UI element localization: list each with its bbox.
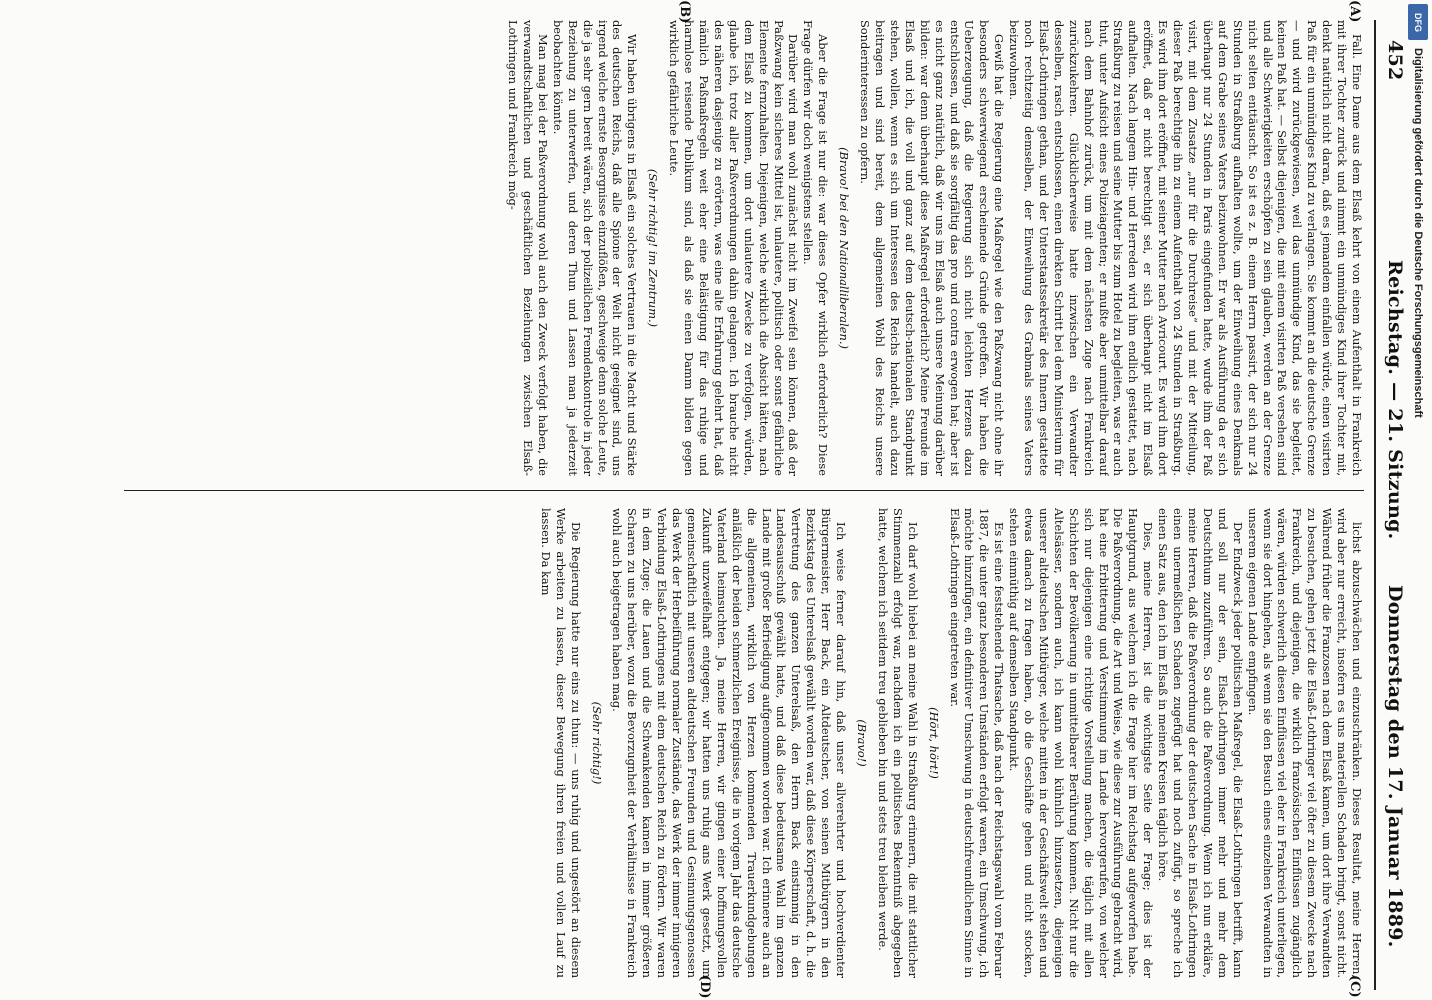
margin-mark-b: (B) [677,0,692,24]
header-rule [1374,20,1376,990]
page-number: 452 [1384,40,1406,81]
interjection: (Bravo! bei den Nationalliberalen.) [837,147,852,349]
paragraph: Der Endzweck jeder politischen Maßregel, die Elsaß-Lothringen betrifft, kann und soll nur der sein, Elsaß-Lothringen immer mehr und mehr dem Deutschthum zuzuführen. So auch die Paßverordnung. Wenn ich nun erkläre, meine Herren, daß die Paßverordnung der deutschen Sache in Elsaß-Lothringen einen unermeßlichen Schaden zugefügt hat und noch zufügt, so spreche ich einen Satz aus, den ich im Elsaß in meinen Kreisen täglich höre. [1156,508,1245,978]
paragraph: Man mag bei der Paßverordnung wohl auch den Zweck verfolgt haben, die verwandtschaftlichen und geschäftlichen Beziehungen zwischen Elsaß-Lothringen und Frankreich mög- [506,20,550,476]
right-text-column [94,508,1364,978]
paragraph: Gewiß hat die Regierung eine Maßregel wie den Paßzwang nicht ohne ihr besonders schwerwiegend erscheinende Gründe getroffen. Wir haben die Ueberzeugung, daß die Regierung sich nicht leichten Herzens dazu entschlossen, und daß sie sorgfältig das pro und contra erwogen hat; aber ist es nicht ganz natürlich, daß wir uns im Elsaß auch unsere Meinung darüber bilden: war denn überhaupt diese Maßregel erforderlich? Meine Freunde im Elsaß und ich, die voll und ganz auf dem deutsch-nationalen Standpunkt stehen, wollen, wenn es sich um Interessen des Reichs handelt, auch dazu beitragen und sind bereit, dem allgemeinen Wohl des Reichs unsere Sonderinteressen zu opfern. [858,20,1007,476]
paragraph: Ich darf wohl hiebei an meine Wahl in Straßburg erinnern, die mit stattlicher Stimmenzahl erfolgt war, nachdem ich ein politisches Bekenntniß abgegeben hatte, welchem ich seitdem treu geblieben bin und stets treu bleiben werde. [875,508,920,978]
session-title: Reichstag. — 21. Sitzung. [1384,260,1406,540]
margin-mark-c: (C) [1347,975,1362,998]
interjection: (Hört, hört!) [926,707,941,779]
interjection: (Sehr richtig! im Zentrum.) [646,168,661,328]
paragraph: Dies, meine Herren, ist die wichtigste Seite der Frage; dies ist der Hauptgrund, aus welchem ich die Frage hier im Reichstag aufgeworfen habe. Die Paßverordnung, die Art und Weise, wie diese zur Ausführung gebracht wird, hat eine Erbitterung und Verstimmung im Lande hervorgerufen, von welcher sich nur diejenigen eine richtige Vorstellung machen, die täglich mit allen Schichten der Bevölkerung in unmittelbarer Berührung kommen. Nicht nur die Altelsässer, sondern auch, ich kann wohl kühnlich hinzusetzen, diejenigen unserer altdeutschen Mitbürger, welche mitten in der Geschäftswelt stehen und etwas danach zu fragen haben, ob die Geschäfte gehen und nicht stocken, stehen einmüthig auf demselben Standpunkt. [1007,508,1156,978]
interjection: (Sehr richtig!) [589,701,604,785]
left-text-column [94,20,1364,476]
session-date: Donnerstag den 17. Januar 1889. [1384,585,1406,948]
margin-mark-a: (A) [1347,0,1362,23]
funding-note-text: Digitalisierung gefördert durch die Deutsche Forschungsgemeinschaft [1412,48,1424,418]
paragraph: Fall. Eine Dame aus dem Elsaß kehrt von einem Aufenthalt in Frankreich mit ihrer Tochter zurück und nimmt ein unmündiges Kind ihrer Tochter mit, denkt natürlich nicht daran, daß es jemandem einfallen würde, einen visirten Paß für ein unmündiges Kind zu verlangen. Sie kommt an die deutsche Grenze — und wird zurückgewiesen, weil das unmündige Kind, das sie begleitet, keinen Paß hat. — Selbst diejenigen, die mit einem visirten Paß versehen sind und alle Schwierigkeiten erschöpfen zu sein glauben, werden an der Grenze nicht selten enttäuscht. So ist es z. B. einem Herrn passirt, der sich nur 24 Stunden in Straßburg aufhalten wollte, um der Einweihung eines Denkmals auf dem Grabe seines Vaters beizuwohnen. Er war als Ausführung da er sich überhaupt nur 24 Stunden in Paris eingefunden hatte, wurde ihm der Paß visirt, mit dem Zusatze „nur für die Durchreise“ und mit der Mitteilung, dieser Paß berechtige ihn zu einem Aufenthalt von 24 Stunden in Straßburg. Es wird ihm dort eröffnet, mit seiner Mutter nach Avricourt. Es wird ihm dort eröffnet, daß er nicht berechtigt sei, er sich überhaupt nicht im Elsaß aufhalten. Nach langem Hin- und Herreden wird ihm endlich gestattet, nach Straßburg zu reisen und seine Mutter bis zum Hotel zu begleiten, was er auch thut, unter Aufsicht eines Polizeiagenten; er mußte aber unmittelbar darauf nach dem Bahnhof zurück, um mit dem nächsten Zuge nach Frankreich zurückzukehren. Glücklicherweise hatte inzwischen ein Verwandter desselben, rasch entschlossen, einen direkten Schritt bei dem Ministerium für Elsaß-Lothringen gethan, und der Unterstaatssekretär des Innern gestattete noch rechtzeitig demselben, der Einweihung des Grabmals seines Vaters beizuwohnen. [1007,20,1364,476]
paragraph: Darüber wird man wohl zunächst nicht im Zweifel sein können, daß der Paßzwang kein sicheres Mittel ist, unlautere, politisch oder sonst gefährliche Elemente fernzuhalten. Diejenigen, welche wirklich die Absicht hätten, nach dem Elsaß zu kommen, um dort unlautere Zwecke zu verfolgen, würden, glaube ich, trotz aller Paßverordnungen dahin gelangen. Ich brauche nicht des näheren dasjenige zu erörtern, was eine alte Erfahrung gelehrt hat, daß nämlich Paßmaßregeln weit eher eine Belästigung für das ruhige und harmlose reisende Publikum sind, als daß sie einen Damm bilden gegen wirklich gefährliche Leute. [667,20,801,476]
interjection: (Bravo!) [855,719,869,767]
paragraph: lichst abzuschwächen und einzuschränken. Dieses Resultat, meine Herren, wird aber nur erreicht, insofern es uns materiellen Schaden bringt, sonst nicht. Während früher die Franzosen nach dem Elsaß kamen, um dort ihre Verwandten zu besuchen, gehen jetzt die Elsaß-Lothringer viel öfter zu diesem Zwecke nach Frankreich, und diejenigen, die wirklich französischen Einflüssen zugänglich wären, würden schwerlich diesen Einflüssen viel eher in Frankreich unterliegen, wenn sie dort hingehen, als wenn sie den Besuch eines einzelnen Verwandten in unserem eigenen Lande empfingen. [1245,508,1364,978]
margin-mark-d: (D) [697,975,712,999]
paragraph: Es ist eine feststehende Thatsache, daß nach der Reichstagswahl vom Februar 1887, die unter ganz besonderen Umständen erfolgt waren, ein Umschwung, ich möchte hinzufügen, ein definitiver Umschwung in deutschfreundlichem Sinne in Elsaß-Lothringen eingetreten war. [947,508,1007,978]
paragraph: Ich weise ferner darauf hin, daß unser allverehrter und hochverdienter Bürgermeister, Herr Back, ein Altdeutscher, von seinen Mitbürgern in den Bezirkstag des Unterelsaß gewählt worden war, daß diese Körperschaft, d. h. die Vertretung des ganzen Unterelsaß, den Herrn Back einstimmig in den Landesausschuß gewählt hatte, und daß diese bedeutsame Wahl im ganzen Lande mit großer Befriedigung aufgenommen worden war. Ich erinnere auch an die allgemeinen, wirklich von Herzen kommenden Trauerkundgebungen anläßlich der beiden schmerzlichen Ereignisse, die in vorigem Jahr das deutsche Vaterland heimsuchten. Ja, meine Herren, wir gingen einer hoffnungsvollen Zukunft unzweifelhaft entgegen; wir hatten uns ruhig ans Werk gesetzt, um gemeinschaftlich mit unseren altdeutschen Freunden und Gesinnungsgenossen das Werk der Herbeiführung normaler Zustände, das Werk der immer innigeren Verbindung Elsaß-Lothringens mit dem deutschen Reich zu fördern. Wir waren in dem Zuge; die Lauen und die Schwankenden kamen in immer größeren Scharen zu uns herüber, wozu die Bevorzugnheit der Verhältnisse in Frankreich wohl auch beigetragen haben mag. [610,508,849,978]
paragraph: Wir haben übrigens in Elsaß ein solches Vertrauen in die Macht und Stärke des deutschen Reichs, daß alle Spione der Welt nicht geeignet sind, uns irgend welche ernste Besorgnisse einzuflößen, geschweige denn solche Leute, die ja sehr gern bereit wären, sich der polizeilichen Fremdenkontrole in jeder Beziehung zu unterwerfen, und deren Thun und Lassen man ja jederzeit beobachten könnte. [550,20,640,476]
funding-note [1404,0,1432,1000]
paragraph: Aber die Frage ist nur die: war dieses Opfer wirklich erforderlich? Diese Frage dürfen wir doch wenigstens stellen. [801,20,831,476]
dfg-logo: DFG [1408,4,1428,40]
paragraph: Die Regierung hatte nur eins zu thun: — uns ruhig und ungestört an diesem Werke arbeiten zu lassen, dieser Bewegung ihren freien und vollen Lauf zu lassen. Da kam [538,508,583,978]
column-divider [124,490,1364,491]
